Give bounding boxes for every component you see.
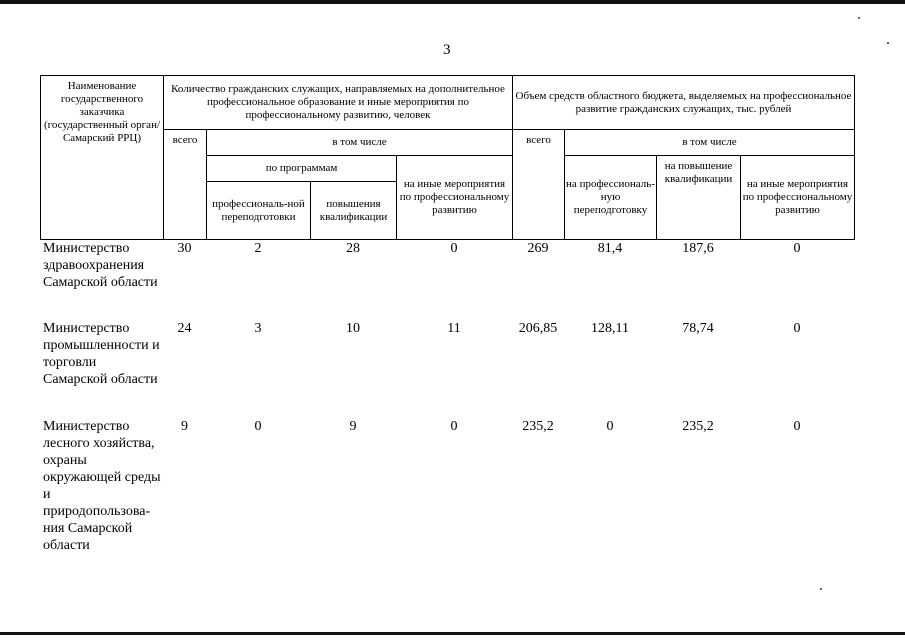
cell-total: 30 bbox=[177, 241, 192, 256]
table-row bbox=[40, 418, 860, 578]
cell-qualification: 28 bbox=[346, 241, 360, 256]
table-row bbox=[40, 240, 860, 320]
header-budget-qualification: на повышение квалификации bbox=[657, 156, 741, 240]
cell-qualification: 10 bbox=[346, 321, 360, 336]
scan-speck bbox=[887, 42, 889, 44]
header-by-programs: по программам bbox=[207, 156, 397, 182]
header-qualification: повышения квалификации bbox=[311, 182, 397, 240]
table-row bbox=[40, 320, 860, 418]
cell-budget-retraining: 0 bbox=[606, 419, 614, 434]
table-header bbox=[40, 75, 855, 240]
cell-total: 24 bbox=[177, 321, 192, 336]
cell-budget-other: 0 bbox=[793, 321, 801, 336]
row-name: Министерство здравоохранения Самарской области bbox=[43, 241, 158, 290]
cell-qualification: 9 bbox=[349, 419, 357, 434]
header-budget-other: на иные мероприятия по профессиональному развитию bbox=[741, 156, 855, 240]
header-budget-total: всего bbox=[513, 130, 565, 240]
header-including: в том числе bbox=[207, 130, 513, 156]
scan-speck bbox=[820, 588, 822, 590]
page-number: 3 bbox=[443, 42, 451, 58]
header-budget-including: в том числе bbox=[565, 130, 855, 156]
header-total: всего bbox=[164, 130, 207, 240]
header-other-events: на иные мероприятия по профессиональному развитию bbox=[397, 156, 513, 240]
cell-other: 0 bbox=[450, 419, 458, 434]
header-budget-retraining: на профессиональ-ную переподготовку bbox=[565, 156, 657, 240]
cell-other: 11 bbox=[447, 321, 461, 336]
cell-budget-total: 235,2 bbox=[522, 419, 554, 434]
cell-retraining: 3 bbox=[254, 321, 262, 336]
header-retraining: профессиональ-ной переподготовки bbox=[207, 182, 311, 240]
cell-budget-qualification: 187,6 bbox=[682, 241, 714, 256]
scan-speck bbox=[858, 17, 860, 19]
cell-other: 0 bbox=[450, 241, 458, 256]
top-border-line bbox=[0, 0, 905, 4]
cell-budget-other: 0 bbox=[793, 241, 801, 256]
table-body bbox=[40, 240, 860, 578]
header-budget-group: Объем средств областного бюджета, выделяемых на профессиональное развитие гражданских служащих, тыс. рублей bbox=[513, 76, 855, 130]
cell-budget-retraining: 81,4 bbox=[597, 241, 623, 256]
cell-budget-qualification: 235,2 bbox=[682, 419, 714, 434]
cell-budget-total: 206,85 bbox=[518, 321, 558, 336]
cell-retraining: 0 bbox=[254, 419, 262, 434]
cell-budget-retraining: 128,11 bbox=[591, 321, 629, 336]
bottom-border-line bbox=[0, 632, 905, 635]
row-name: Министерство лесного хозяйства, охраны окружающей среды и природопользова-ния Самарской области bbox=[43, 419, 161, 553]
cell-total: 9 bbox=[181, 419, 188, 434]
cell-budget-qualification: 78,74 bbox=[682, 321, 714, 336]
cell-budget-total: 269 bbox=[527, 241, 549, 256]
header-count-group: Количество гражданских служащих, направляемых на дополнительное профессиональное образование и иные мероприятия по профессиональному развитию, человек bbox=[164, 76, 513, 130]
header-name: Наименование государственного заказчика (государственный орган/Самарский РРЦ) bbox=[41, 76, 164, 240]
cell-retraining: 2 bbox=[254, 241, 262, 256]
row-name: Министерство промышленности и торговли Самарской области bbox=[43, 321, 160, 387]
cell-budget-other: 0 bbox=[793, 419, 801, 434]
